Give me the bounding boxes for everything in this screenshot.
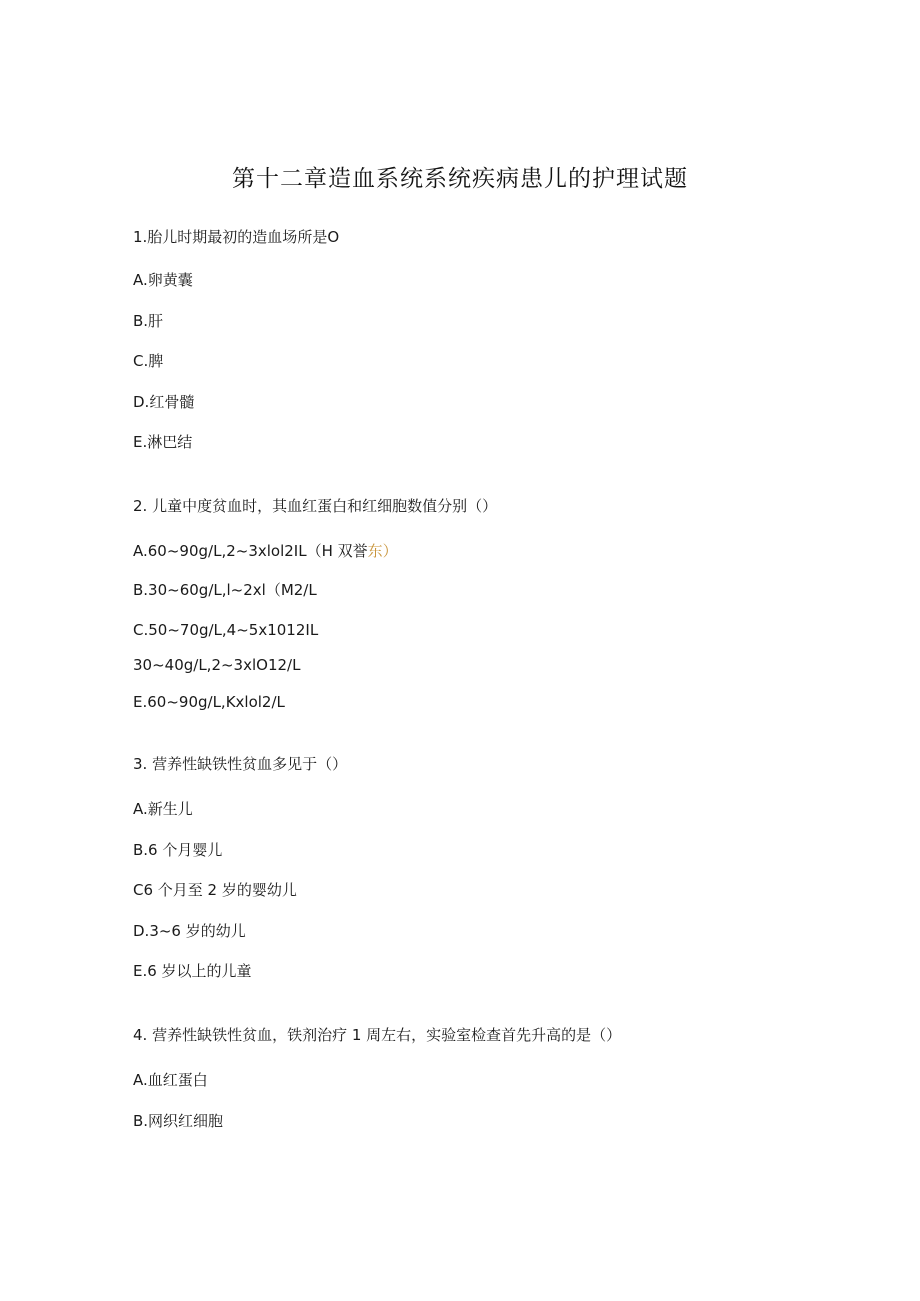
question-2-option-a-suffix: 东） <box>367 542 398 560</box>
question-3-option-c: C6 个月至 2 岁的婴幼儿 <box>133 881 297 899</box>
question-4-option-a: A.血红蛋白 <box>133 1071 208 1089</box>
question-2: 2. 儿童中度贫血时，其血红蛋白和红细胞数值分别（） <box>133 497 498 515</box>
question-3-option-e: E.6 岁以上的儿童 <box>133 962 252 980</box>
question-1-option-b: B.肝 <box>133 312 164 330</box>
question-1-option-e: E.淋巴结 <box>133 433 193 451</box>
question-4-option-b: B.网织红细胞 <box>133 1112 224 1130</box>
question-1: 1.胎儿时期最初的造血场所是O <box>133 228 340 246</box>
question-2-option-c: C.50~70g∕L,4~5x1012IL <box>133 621 319 639</box>
question-2-option-d: 30~40g∕L,2~3xlO12∕L <box>133 656 301 674</box>
question-2-option-a-text: A.60~90g∕L,2~3xlol2IL（H 双誉 <box>133 542 368 560</box>
question-1-option-a: A.卵黄囊 <box>133 271 193 289</box>
page-title: 第十二章造血系统系统疾病患儿的护理试题 <box>232 166 688 192</box>
question-3-option-a: A.新生儿 <box>133 800 193 818</box>
question-2-option-b: B.30~60g∕L,l~2xl（M2∕L <box>133 581 317 599</box>
question-1-option-d: D.红骨髓 <box>133 393 195 411</box>
question-3-option-d: D.3~6 岁的幼儿 <box>133 922 246 940</box>
question-2-option-e: E.60~90g∕L,Kxlol2∕L <box>133 693 285 711</box>
question-1-option-c: C.脾 <box>133 352 164 370</box>
question-2-option-a <box>133 541 398 561</box>
question-3-option-b: B.6 个月婴儿 <box>133 841 223 859</box>
question-4: 4. 营养性缺铁性贫血，铁剂治疗 1 周左右，实验室检查首先升高的是（） <box>133 1026 622 1044</box>
question-3: 3. 营养性缺铁性贫血多见于（） <box>133 755 348 773</box>
